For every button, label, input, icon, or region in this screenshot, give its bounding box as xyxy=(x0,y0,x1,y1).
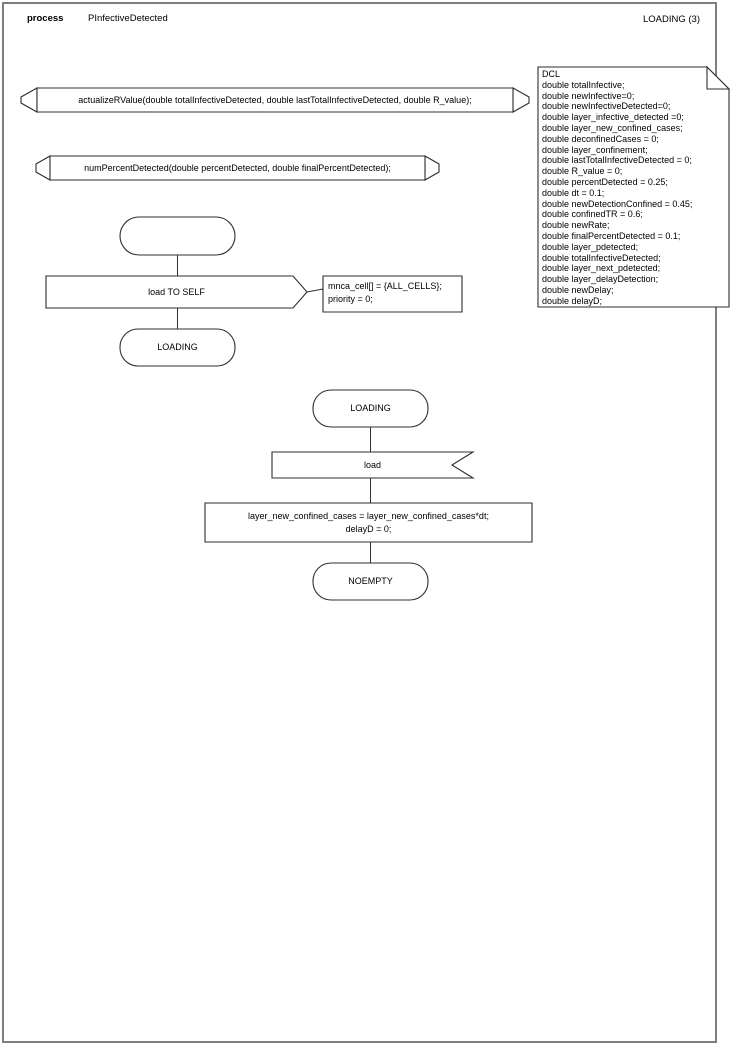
start-state-symbol xyxy=(120,217,235,255)
comment-text: mnca_cell[] = {ALL_CELLS}; priority = 0; xyxy=(328,281,442,304)
right-chevron-icon xyxy=(513,88,529,112)
output-load-to-self-label: load TO SELF xyxy=(148,286,205,297)
state-noempty-label: NOEMPTY xyxy=(348,576,393,586)
task-text: layer_new_confined_cases = layer_new_confined_cases*dt; delayD = 0; xyxy=(248,510,489,534)
right-chevron-icon xyxy=(425,156,439,180)
dcl-declarations-text: DCL double totalInfective; double newInfective=0; double newInfectiveDetected=0; double layer_infective_detected =0; double layer_new_confined_cases; double deconfinedCases = 0; double layer_confinement; double lastTotalInfectiveDetected = 0; double R_value = 0; double percentDetected = 0.25; double dt = 0.1; double newDetectionConfined = 0.45; double confinedTR = 0.6; double newRate; double finalPercentDetected = 0.1; double layer_pdetected; double totalInfectiveDetected; double layer_next_pdetected; double layer_delayDetection; double newDelay; double delayD; xyxy=(542,69,693,306)
state-loading-2-label: LOADING xyxy=(350,403,391,413)
input-load-label: load xyxy=(363,459,381,470)
comment-connector-line xyxy=(307,289,323,292)
process-name-label: PInfectiveDetected xyxy=(88,13,168,24)
left-chevron-icon xyxy=(21,88,37,112)
signal-numPercentDetected-label: numPercentDetected(double percentDetected, double finalPercentDetected); xyxy=(84,162,391,173)
signal-actualizeRValue-label: actualizeRValue(double totalInfectiveDetected, double lastTotalInfectiveDetected, double R_value); xyxy=(78,94,472,105)
state-loading-label: LOADING xyxy=(157,342,198,352)
left-chevron-icon xyxy=(36,156,50,180)
process-kind-label: process xyxy=(27,13,64,24)
page-title-label: LOADING (3) xyxy=(642,14,700,25)
